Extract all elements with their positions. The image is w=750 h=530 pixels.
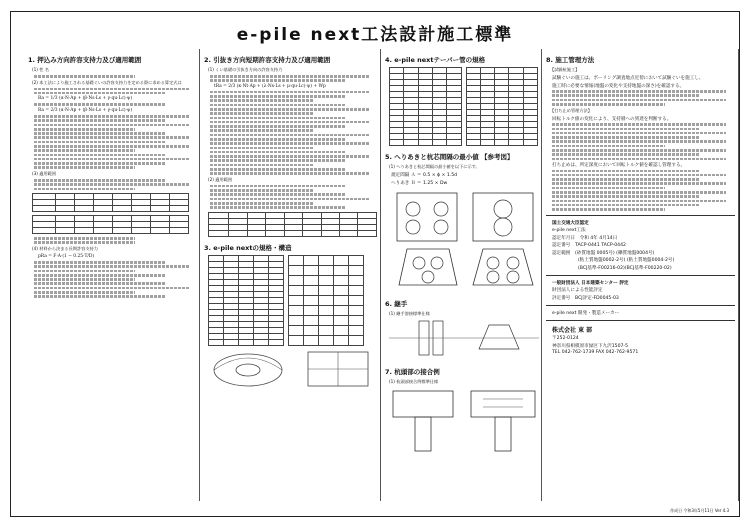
body-text: 試験ぐいの施工は、ボーリング調査地点近傍において試験ぐいを施工し、: [552, 76, 704, 81]
text-line: [210, 104, 345, 107]
s2-sub-1: (1) くい基礎の引抜き方向の許容支持力: [208, 67, 283, 72]
text-line: [210, 193, 345, 196]
text-line: [210, 151, 345, 154]
text-line: [210, 185, 345, 188]
text-line: [210, 125, 345, 128]
edge-distance-diagram: [389, 189, 539, 289]
table-taper-a: [389, 67, 462, 146]
text-line: [34, 145, 189, 148]
text-line: [210, 159, 345, 162]
body-text: 回転トルク値の変化により、支持層への到達を判断する。: [552, 116, 672, 122]
text-line: [34, 179, 165, 182]
divider: [546, 275, 735, 276]
column-section-1: [25, 49, 200, 501]
center-eval: 評定番号 BCJ評定-FD0045-03: [552, 295, 619, 301]
text-line: [210, 91, 369, 94]
body-text: 施工時に必要な情報(地盤の変化や支持地盤の深さ)を確認する。: [552, 83, 685, 89]
text-line: [34, 241, 135, 244]
footer-revision: 作成日 令和3年5月11日 Ver 4.3: [670, 508, 729, 513]
text-line: [552, 187, 665, 190]
spec-tables-row: [208, 255, 377, 346]
text-line: [210, 189, 314, 192]
column-section-2-3: [201, 49, 381, 501]
text-line: [552, 208, 665, 211]
text-line: [210, 155, 369, 158]
text-line: [552, 174, 726, 177]
text-line: [34, 124, 189, 127]
text-line: [210, 202, 314, 205]
company-name: 株式会社 東 部: [552, 326, 593, 334]
text-line: [210, 112, 314, 115]
text-line: [552, 90, 726, 93]
center-header: 一般財団法人 日本建築センター 評定: [552, 280, 629, 286]
text-line: [34, 265, 189, 268]
section-1-heading: 1. 押込み方向許容支持力及び適用範囲: [28, 56, 142, 64]
body-text: 打ち止めは、所定深度において回転トルク値を確認し管理する。: [552, 162, 686, 168]
text-line: [552, 149, 726, 152]
section-6-heading: 6. 継手: [385, 300, 408, 308]
text-line: [552, 182, 726, 185]
text-line: [210, 129, 314, 132]
text-line: [34, 128, 135, 131]
developer-line: e-pile next 開発・製造メーカー: [552, 310, 620, 316]
text-line: [210, 206, 345, 209]
drawing-sheet: [10, 11, 740, 517]
s2-sub-2: (2) 適用範囲: [208, 176, 233, 182]
s8-trial: 【試験杭施工】: [550, 67, 580, 72]
text-line: [34, 166, 135, 169]
section-4-heading: 4. e-pile nextテーパー管の規格: [385, 56, 486, 64]
text-line: [210, 79, 345, 82]
text-line: [552, 140, 726, 143]
text-line: [552, 145, 665, 148]
section-5-heading: 5. へりあきと杭芯間隔の最小値 【参考図】: [385, 153, 514, 161]
text-line: [34, 119, 165, 122]
s1-sub-3: (3) 適用範囲: [32, 171, 57, 177]
table-spec-b: [288, 255, 364, 346]
text-line: [34, 274, 165, 277]
approval-product: e-pile next工法: [552, 228, 586, 234]
text-line: [210, 134, 369, 137]
text-line: [210, 108, 369, 111]
s7-sub: (1) 杭頭部接合例標準仕様: [389, 379, 439, 384]
formula-long-term: Ra = 1/3 (α·N·Ap + (β·Ns·Ls + γ·qu·Lc)·ψ): [38, 96, 133, 102]
text-line: [552, 94, 699, 97]
text-line: [34, 237, 135, 240]
section-8-heading: 8. 施工管理方法: [546, 56, 595, 64]
text-line: [210, 172, 369, 175]
s8-stop-1: 【打ち止め管理方法】: [550, 107, 592, 113]
approval-date: 認定年月日 令和 4年 4月14日: [552, 235, 618, 241]
formula-pullout: tRa = 2/3 (κ·Nt·Ap + (λ·Ns·Ls + μ·qu·Lc)·ψ) + Wp: [214, 83, 326, 89]
text-line: [552, 136, 699, 139]
text-line: [34, 132, 165, 135]
approval-scope-3: (BCJ基準-F00216-02)(BCJ基準-F00220-02): [578, 265, 672, 271]
approval-number: 認定番号 TACP-0441 TACP-0442: [552, 243, 626, 249]
pitch-row: 規定間隔 Ａ ＝ 0.5 × ϕ × 1.5d: [391, 173, 458, 178]
section-7-heading: 7. 杭頭部の接合例: [385, 368, 440, 376]
text-line: [34, 158, 189, 161]
taper-tables-row: [389, 67, 538, 146]
text-line: [34, 287, 189, 290]
text-line: [552, 204, 699, 207]
text-line: [34, 162, 165, 165]
table-allowable-capacity-1: [32, 193, 189, 212]
text-line: [210, 95, 345, 98]
formula-short-term: Ra = 2/3 (α·N·Ap + (β·Ns·Ls + γ·qu·Lc)·ψ): [38, 108, 133, 114]
text-line: [34, 183, 189, 186]
formula-material: pRa = F·A·(1 − 0.25·T/D): [38, 254, 95, 260]
text-line: [210, 147, 314, 150]
text-line: [552, 123, 726, 126]
text-line: [34, 295, 165, 298]
text-line: [34, 188, 135, 191]
table-spec-a: [208, 255, 284, 346]
s5-sub: (1) へりあきと杭芯間隔の最小値を以下に示す。: [389, 164, 480, 169]
text-line: [552, 170, 699, 173]
text-line: [552, 153, 699, 156]
company-zip: 〒252-0124: [552, 336, 579, 342]
page-title: e-pile next工法設計施工標準: [236, 25, 514, 45]
text-line: [210, 168, 345, 171]
section-2-heading: 2. 引抜き方向短期許容支持力及び適用範囲: [204, 56, 331, 64]
text-line: [210, 142, 369, 145]
s1-sub-2: (2) 本工法により施工される基礎ぐいの許容支持力を定める際に求める算定式は: [32, 79, 182, 85]
text-line: [552, 128, 699, 131]
column-section-8: [543, 49, 739, 501]
text-line: [552, 191, 726, 194]
approval-header: 国土交通大臣認定: [552, 220, 589, 226]
text-line: [34, 136, 189, 139]
text-line: [210, 121, 369, 124]
text-line: [552, 132, 726, 135]
s1-sub-1: (1) 性 名: [32, 67, 49, 72]
text-line: [34, 75, 135, 78]
text-line: [34, 261, 165, 264]
text-line: [552, 195, 699, 198]
table-taper-b: [466, 67, 539, 146]
divider: [546, 305, 735, 306]
text-line: [34, 92, 165, 95]
company-address: 神奈川県相模原市緑区下九沢1507-5: [552, 343, 628, 349]
text-line: [34, 270, 135, 273]
text-line: [34, 103, 165, 106]
text-line: [34, 149, 135, 152]
s6-sub: (1) 継手溶接標準仕様: [389, 311, 430, 316]
text-line: [552, 200, 726, 203]
divider: [546, 215, 735, 216]
text-line: [552, 158, 726, 161]
pile-head-joint-diagram: [389, 387, 539, 453]
text-line: [34, 154, 165, 157]
approval-scope-2: (粘土質地盤0002-2号) (粘土質地盤0004-2号): [578, 258, 675, 264]
text-line: [34, 282, 165, 285]
text-line: [34, 115, 189, 118]
text-line: [210, 117, 345, 120]
text-line: [34, 278, 135, 281]
pile-blade-diagram: [208, 348, 378, 390]
section-3-heading: 3. e-pile nextの規格・構造: [204, 243, 292, 252]
divider: [546, 320, 735, 321]
text-line: [210, 99, 314, 102]
company-phone: TEL 042-762-1739 FAX 042-762-9571: [552, 350, 639, 356]
text-line: [552, 99, 726, 102]
text-line: [34, 141, 165, 144]
text-line: [552, 178, 699, 181]
approval-scope: 認定範囲 (砂質地盤 0005号) (礫質地盤0004号): [552, 250, 655, 256]
text-line: [552, 103, 665, 106]
edge-row: へりあき Ｂ ＝ 1.25 × Dw: [391, 180, 448, 186]
welded-joint-diagram: [389, 319, 539, 357]
center-line: 財団法人による性能評定: [552, 288, 603, 294]
text-line: [34, 88, 189, 91]
text-line: [210, 198, 369, 201]
table-pullout-capacity: [208, 212, 377, 237]
s1-sub-4: (4) 材料から決まる長期許容支持力: [32, 246, 98, 252]
text-line: [210, 138, 345, 141]
table-allowable-capacity-2: [32, 215, 189, 234]
column-section-4-7: [382, 49, 542, 501]
text-line: [210, 164, 314, 167]
text-line: [34, 291, 135, 294]
text-line: [210, 75, 369, 78]
